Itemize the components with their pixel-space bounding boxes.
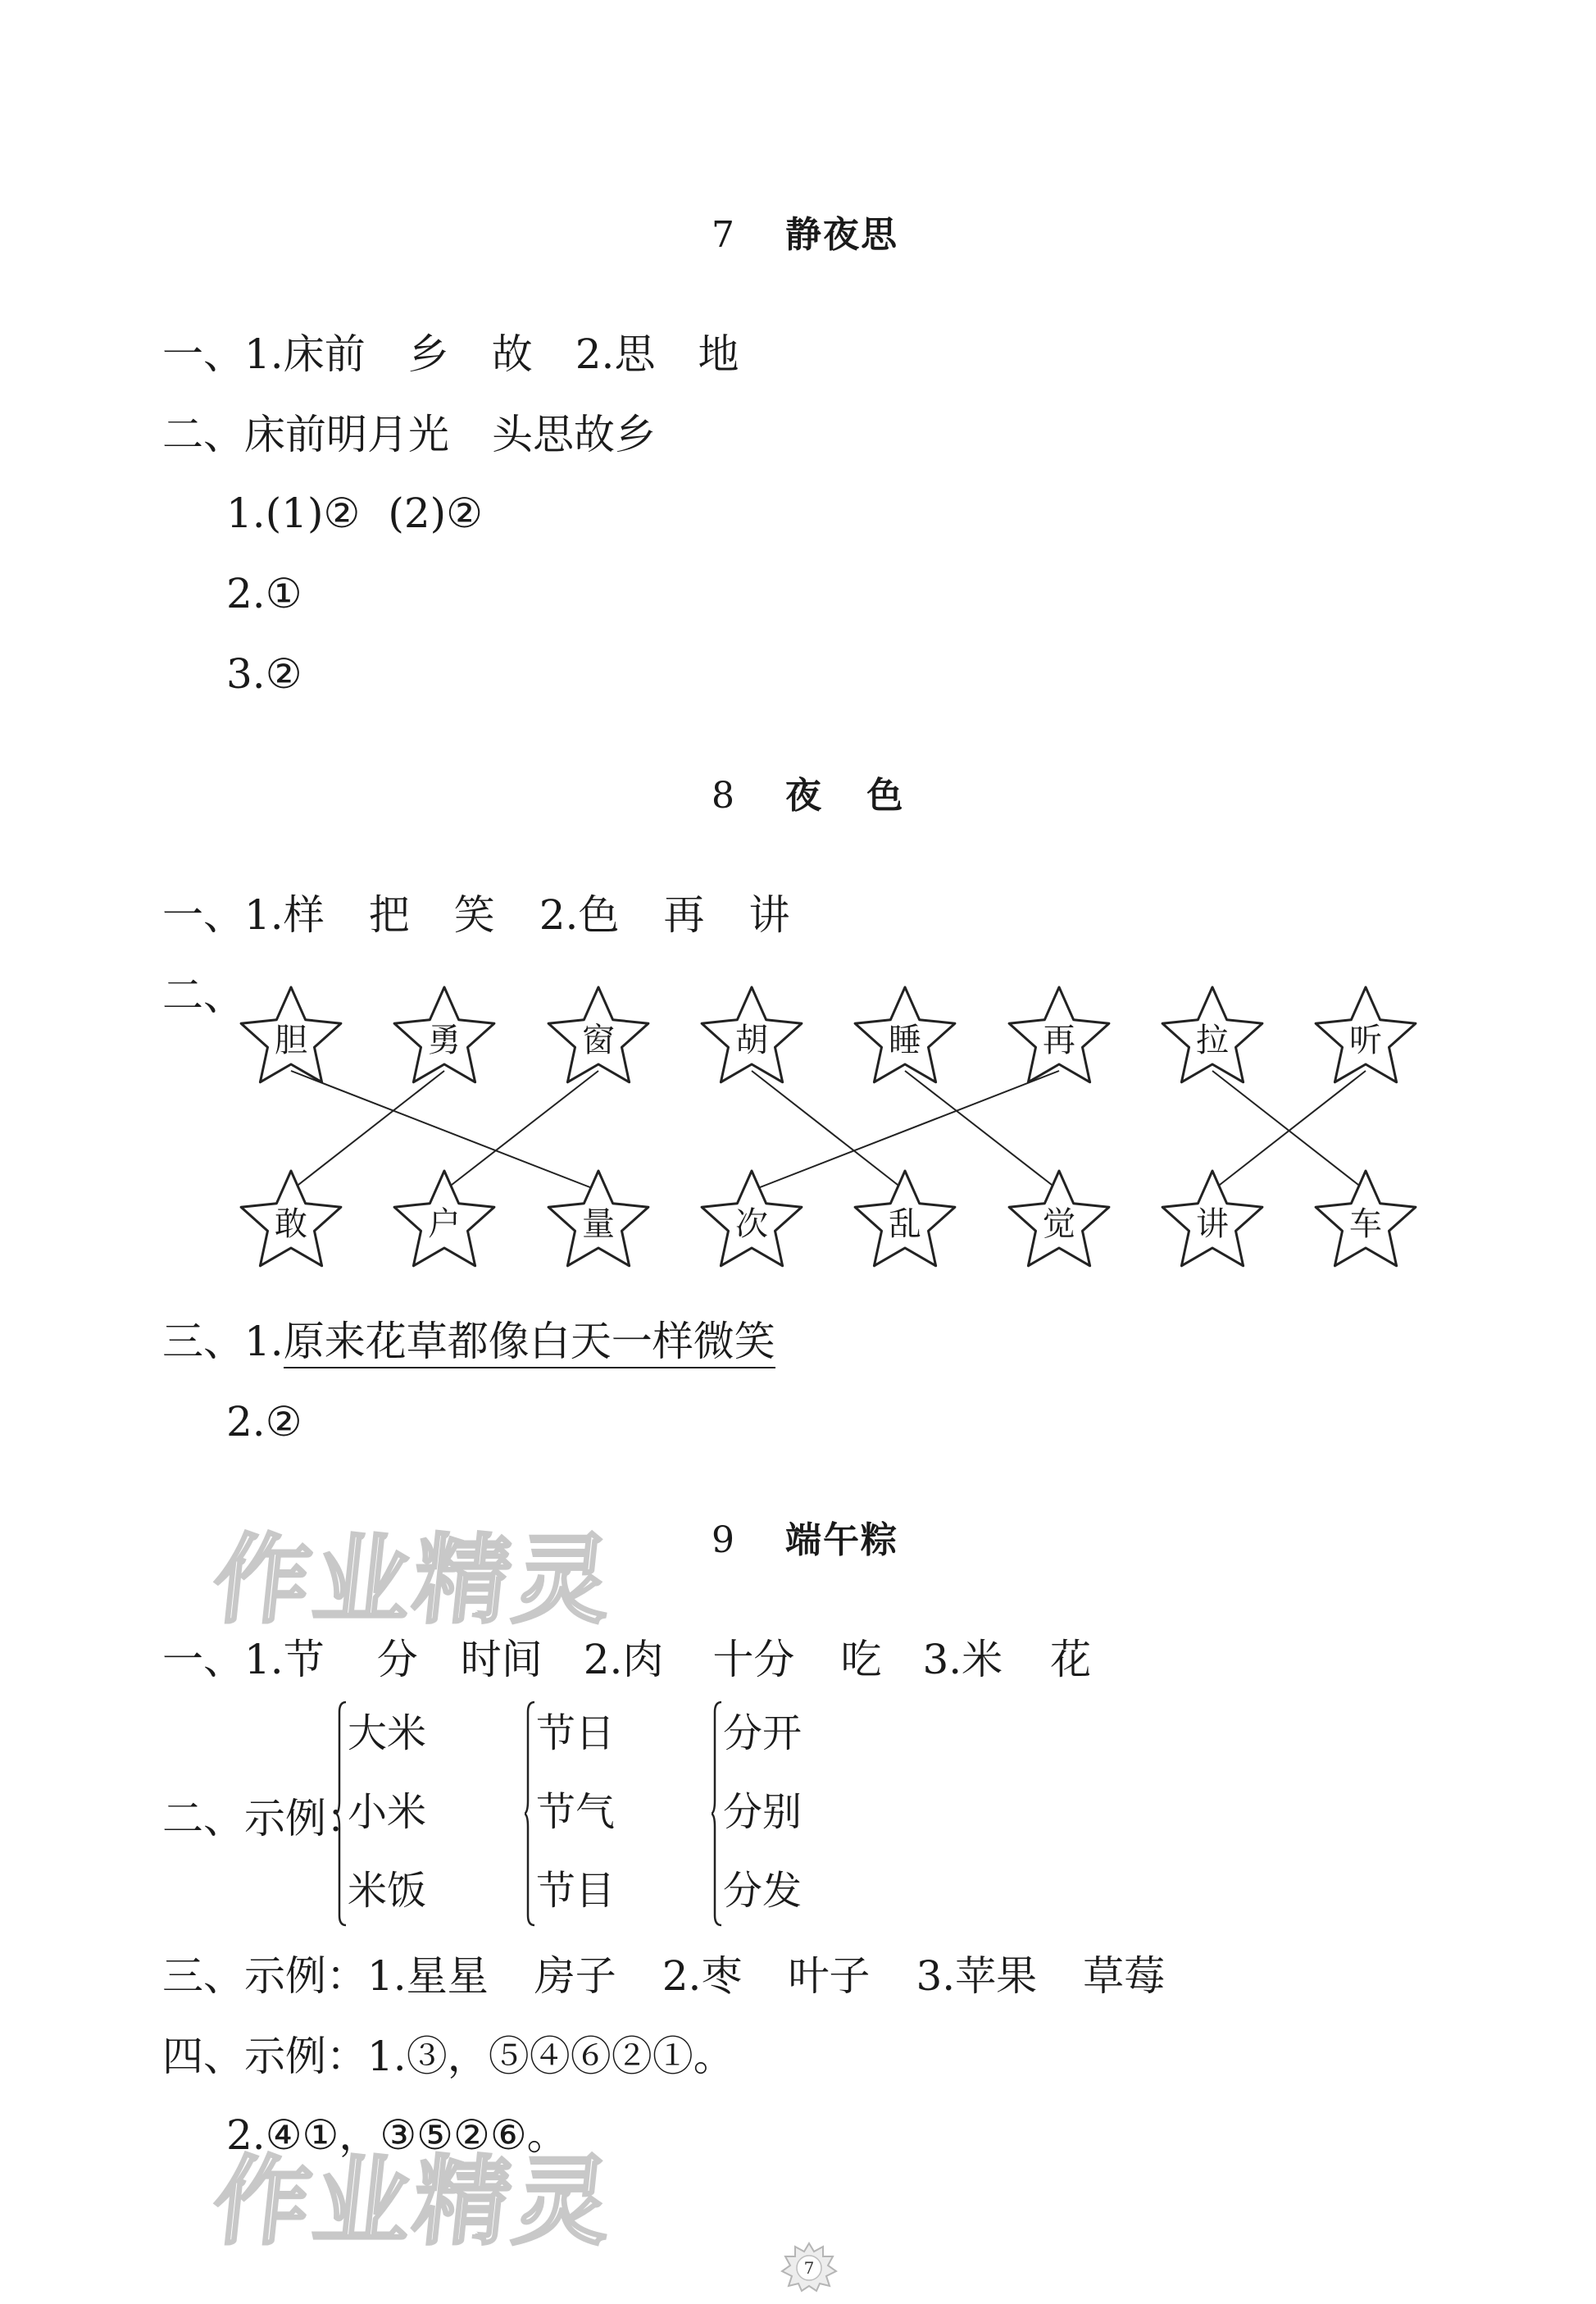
star-character: 胡 — [735, 1022, 768, 1059]
lesson-8-title — [712, 774, 919, 818]
star-character: 量 — [582, 1205, 615, 1243]
s7-q2-a2: 2.① — [226, 570, 302, 617]
answer: 故 — [491, 330, 533, 378]
answer: 把 — [368, 891, 410, 939]
word: 节目 — [536, 1868, 616, 1914]
star-character: 窗 — [582, 1022, 615, 1059]
stars-top-row — [241, 987, 1416, 1082]
match-lines — [291, 1071, 1366, 1191]
s7-q1 — [162, 330, 739, 379]
star-bottom-1 — [394, 1171, 494, 1266]
answer: 床前明月光 — [244, 411, 449, 458]
lesson-7-title — [712, 213, 898, 257]
s9-q4-a2: 2.④①，③⑤②⑥。 — [226, 2111, 568, 2159]
star-bottom-3 — [702, 1171, 802, 1266]
lesson-name: 端午粽 — [785, 1519, 898, 1561]
word: 大米 — [348, 1710, 427, 1756]
star-character: 勇 — [428, 1022, 461, 1059]
match-line-1 — [291, 1071, 444, 1191]
lesson-number: 8 — [712, 775, 734, 817]
star-character: 户 — [428, 1205, 461, 1243]
answer: 样 — [283, 891, 325, 939]
star-matching-diagram — [230, 976, 1426, 1287]
underlined-sentence: 原来花草都像白天一样微笑 — [284, 1318, 775, 1368]
answer: 苹果 — [955, 1952, 1038, 2000]
match-line-3 — [752, 1071, 905, 1191]
star-top-3 — [702, 987, 802, 1082]
star-top-7 — [1316, 987, 1416, 1082]
word-group-1 — [336, 1694, 426, 1930]
star-bottom-2 — [548, 1171, 648, 1266]
word: 分别 — [723, 1789, 803, 1835]
star-character: 听 — [1349, 1022, 1382, 1059]
page-number-badge — [771, 2240, 848, 2293]
star-bottom-5 — [1009, 1171, 1109, 1266]
answer: 分 — [376, 1636, 418, 1683]
star-top-5 — [1009, 987, 1109, 1082]
star-character: 睡 — [889, 1022, 921, 1059]
star-top-1 — [394, 987, 494, 1082]
answer: 地 — [698, 330, 739, 378]
answer: 草莓 — [1083, 1952, 1166, 2000]
star-character: 乱 — [889, 1205, 921, 1243]
s8-q3-a2: 2.② — [226, 1398, 302, 1446]
s7-q2-a1 — [226, 489, 483, 538]
star-top-2 — [548, 987, 648, 1082]
answer: 叶子 — [788, 1952, 871, 2000]
q-lead: 三、1. — [162, 1318, 284, 1365]
answer: 米 — [962, 1636, 1003, 1683]
answer: 色 — [578, 891, 620, 939]
lesson-9-title — [712, 1519, 898, 1563]
sub-lead: 2. — [583, 1636, 623, 1683]
answer: 枣 — [701, 1952, 743, 2000]
sub-lead: 3. — [922, 1636, 962, 1683]
star-top-6 — [1162, 987, 1262, 1082]
answer: 乡 — [407, 330, 449, 378]
q-lead: 一、1. — [162, 1636, 284, 1683]
sub-lead: 1. — [367, 1952, 407, 2000]
star-character: 次 — [735, 1205, 768, 1243]
answer: 肉 — [622, 1636, 664, 1683]
star-top-0 — [241, 987, 341, 1082]
star-character: 觉 — [1043, 1205, 1075, 1243]
s7-q2 — [162, 410, 656, 459]
s8-q3 — [162, 1317, 775, 1366]
word: 节气 — [536, 1789, 616, 1835]
answer: 星星 — [406, 1952, 489, 2000]
answer: 时间 — [460, 1636, 543, 1683]
star-character: 敢 — [275, 1205, 307, 1243]
word: 米饭 — [348, 1868, 427, 1914]
star-character: 再 — [1043, 1022, 1075, 1059]
star-bottom-4 — [855, 1171, 955, 1266]
s9-q4 — [162, 2032, 734, 2081]
star-character: 讲 — [1196, 1205, 1229, 1243]
star-character: 拉 — [1196, 1022, 1229, 1059]
star-bottom-7 — [1316, 1171, 1416, 1266]
star-character: 胆 — [275, 1022, 307, 1059]
watermark: 作业精灵 — [207, 1523, 621, 1637]
watermark: 作业精灵 — [207, 2145, 621, 2258]
star-top-4 — [855, 987, 955, 1082]
q-lead: 二、 — [162, 411, 244, 458]
s9-q3 — [162, 1951, 1165, 2001]
word: 小米 — [348, 1789, 427, 1835]
answer: 再 — [663, 891, 705, 939]
stars-bottom-row — [241, 1171, 1416, 1266]
word: 分发 — [723, 1868, 803, 1914]
match-line-4 — [905, 1071, 1059, 1191]
answer: (2)② — [388, 489, 484, 537]
answer: 思 — [614, 330, 656, 378]
answer: 1.③，⑤④⑥②①。 — [367, 2033, 734, 2080]
answer: 头思故乡 — [492, 411, 656, 458]
match-line-2 — [444, 1071, 598, 1191]
lesson-name: 静夜思 — [785, 214, 898, 256]
lesson-name: 夜 色 — [785, 775, 920, 817]
lesson-number: 7 — [712, 214, 734, 256]
sub-lead: 3. — [916, 1952, 956, 2000]
answer: 节 — [283, 1636, 325, 1683]
q-lead: 一、1. — [162, 330, 284, 378]
answer: 房子 — [534, 1952, 616, 2000]
s8-q2-lead: 二、 — [162, 972, 244, 1019]
q-lead: 一、1. — [162, 891, 284, 939]
sub-lead: 2. — [575, 330, 615, 378]
q-lead: 四、示例： — [162, 2033, 367, 2080]
word-group-2 — [525, 1694, 615, 1930]
sub-lead: 2. — [662, 1952, 702, 2000]
answer: 床前 — [283, 330, 366, 378]
sub-lead: 2. — [539, 891, 579, 939]
word: 分开 — [723, 1710, 803, 1756]
answer: 笑 — [453, 891, 495, 939]
s9-q2-lead: 二、示例： — [162, 1795, 367, 1842]
s9-q1 — [162, 1635, 1091, 1684]
star-character: 车 — [1349, 1205, 1382, 1243]
answer: 吃 — [840, 1636, 882, 1683]
s7-q2-a3: 3.② — [226, 650, 302, 698]
answer: 花 — [1050, 1636, 1092, 1683]
answer: 讲 — [748, 891, 790, 939]
lesson-number: 9 — [712, 1519, 734, 1561]
word: 节日 — [536, 1710, 616, 1756]
answer: 1.(1)② — [226, 489, 361, 537]
q-lead: 三、示例： — [162, 1952, 367, 2000]
star-bottom-0 — [241, 1171, 341, 1266]
word-group-3 — [712, 1694, 802, 1930]
answer: 十分 — [712, 1636, 795, 1683]
s8-q1 — [162, 890, 789, 940]
star-bottom-6 — [1162, 1171, 1262, 1266]
page-number: 7 — [803, 2258, 815, 2278]
